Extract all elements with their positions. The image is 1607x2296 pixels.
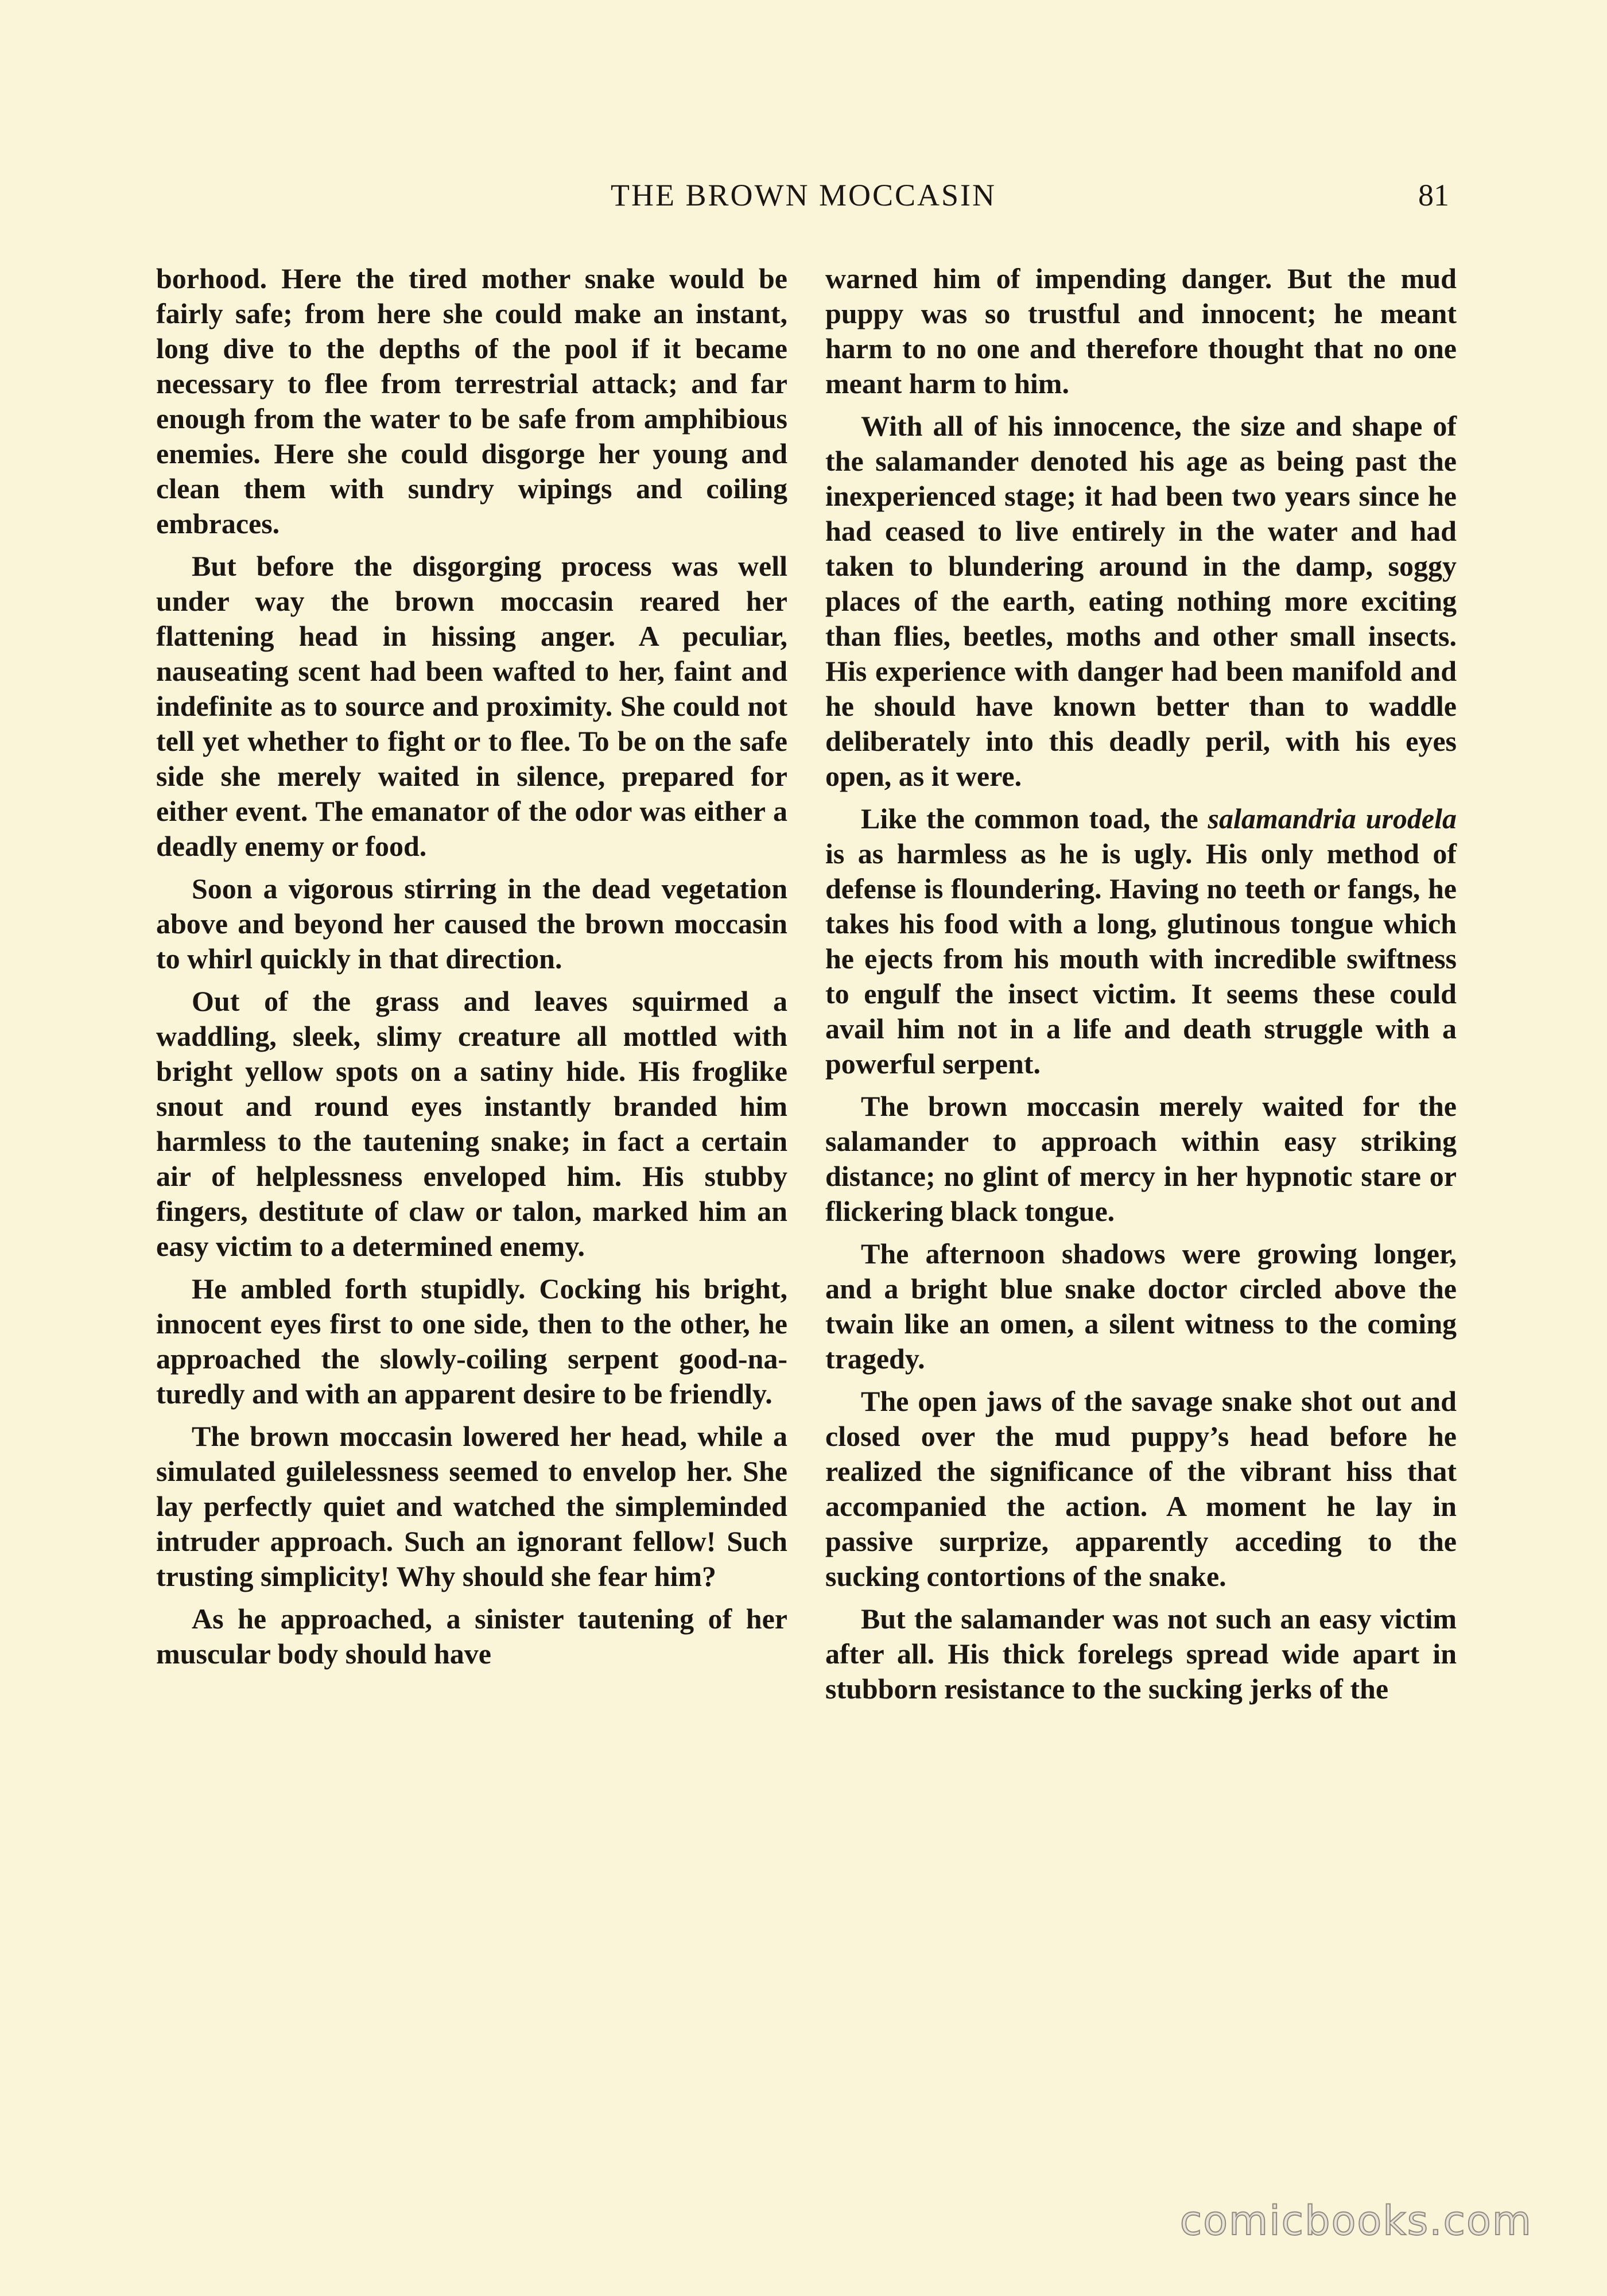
paragraph-species — [825, 801, 1457, 1081]
paragraph: borhood. Here the tired mother snake would be fairly safe; from here she could make an instant, long dive to the depths of the pool if it became necessary to flee from terrestrial attack; and far enough from the water to be safe from amphibious enemies. Here she could disgorge her young and clean them with sundry wipings and coiling embraces. — [156, 262, 787, 540]
text-run: Like the common toad, the — [861, 802, 1208, 835]
running-title: THE BROWN MOCCASIN — [610, 178, 997, 212]
paragraph: The brown moccasin merely waited for the salamander to approach within easy striking distance; no glint of mercy in her hypnotic stare or flickering black tongue. — [825, 1090, 1457, 1227]
paragraph: With all of his innocence, the size and shape of the salamander denoted his age as being past the inexperienced stage; it had been two years since he had ceased to live entirely in the water and had taken to blundering around in the damp, soggy places of the earth, eating nothing more exciting than flies, beetles, moths and other small insects. His experience with danger had been manifold and he should have known better than to waddle deliberately into this deadly peril, with his eyes open, as it were. — [825, 410, 1457, 792]
left-column — [156, 261, 787, 1679]
paragraph: As he approached, a sinister tautening of her muscular body should have — [156, 1603, 787, 1670]
paragraph: warned him of impending danger. But the mud puppy was so trustful and innocent; he meant harm to no one and therefore thought that no one meant harm to him. — [825, 262, 1457, 400]
species-name: salamandria urodela — [1208, 802, 1457, 835]
paragraph: The open jaws of the savage snake shot out and closed over the mud puppy’s head before he realized the significance of the vibrant hiss that accompanied the action. A moment he lay in passive surprize, apparently acceding to the sucking contortions of the snake. — [825, 1385, 1457, 1592]
running-head — [158, 172, 1449, 218]
paragraph: But before the disgorging process was well under way the brown moccasin reared her flattening head in hissing anger. A peculiar, nauseating scent had been wafted to her, faint and indefinite as to source and proximity. She could not tell yet whether to fight or to flee. To be on the safe side she merely waited in silence, prepared for either event. The emanator of the odor was either a deadly enemy or food. — [156, 550, 787, 862]
paragraph: Out of the grass and leaves squirmed a waddling, sleek, slimy creature all mottled with bright yellow spots on a satiny hide. His froglike snout and round eyes instantly branded him harmless to the tautening snake; in fact a certain air of helplessness enveloped him. His stubby fingers, destitute of claw or talon, marked him an easy victim to a determined enemy. — [156, 985, 787, 1262]
paragraph: Soon a vigorous stirring in the dead vegetation above and beyond her caused the brown moccasin to whirl quickly in that direction. — [156, 872, 787, 975]
paragraph: The afternoon shadows were growing longer, and a bright blue snake doctor circled above the twain like an omen, a silent witness to the coming tragedy. — [825, 1238, 1457, 1375]
text-run: is as harmless as he is ugly. His only method of defense is floundering. Having no teeth or fangs, he takes his food with a long, glutinous tongue which he ejects from his mouth with incredible swiftness to engulf the insect victim. It seems these could avail him not in a life and death struggle with a powerful serpent. — [825, 837, 1457, 1080]
site-watermark: comicbooks.com — [1179, 2197, 1532, 2244]
paragraph: He ambled forth stupidly. Cocking his bright, innocent eyes first to one side, then to the other, he approached the slowly-coiling serpent good-naturedly and with an apparent desire to be friendly. — [156, 1273, 787, 1410]
page-number: 81 — [1418, 178, 1449, 212]
right-column — [825, 261, 1457, 1714]
paragraph: The brown moccasin lowered her head, while a simulated guilelessness seemed to envelop her. She lay perfectly quiet and watched the simpleminded intruder approach. Such an ignorant fellow! Such trusting simplicity! Why should she fear him? — [156, 1420, 787, 1592]
paragraph: But the salamander was not such an easy victim after all. His thick forelegs spread wide apart in stubborn resistance to the sucking jerks of the — [825, 1603, 1457, 1705]
